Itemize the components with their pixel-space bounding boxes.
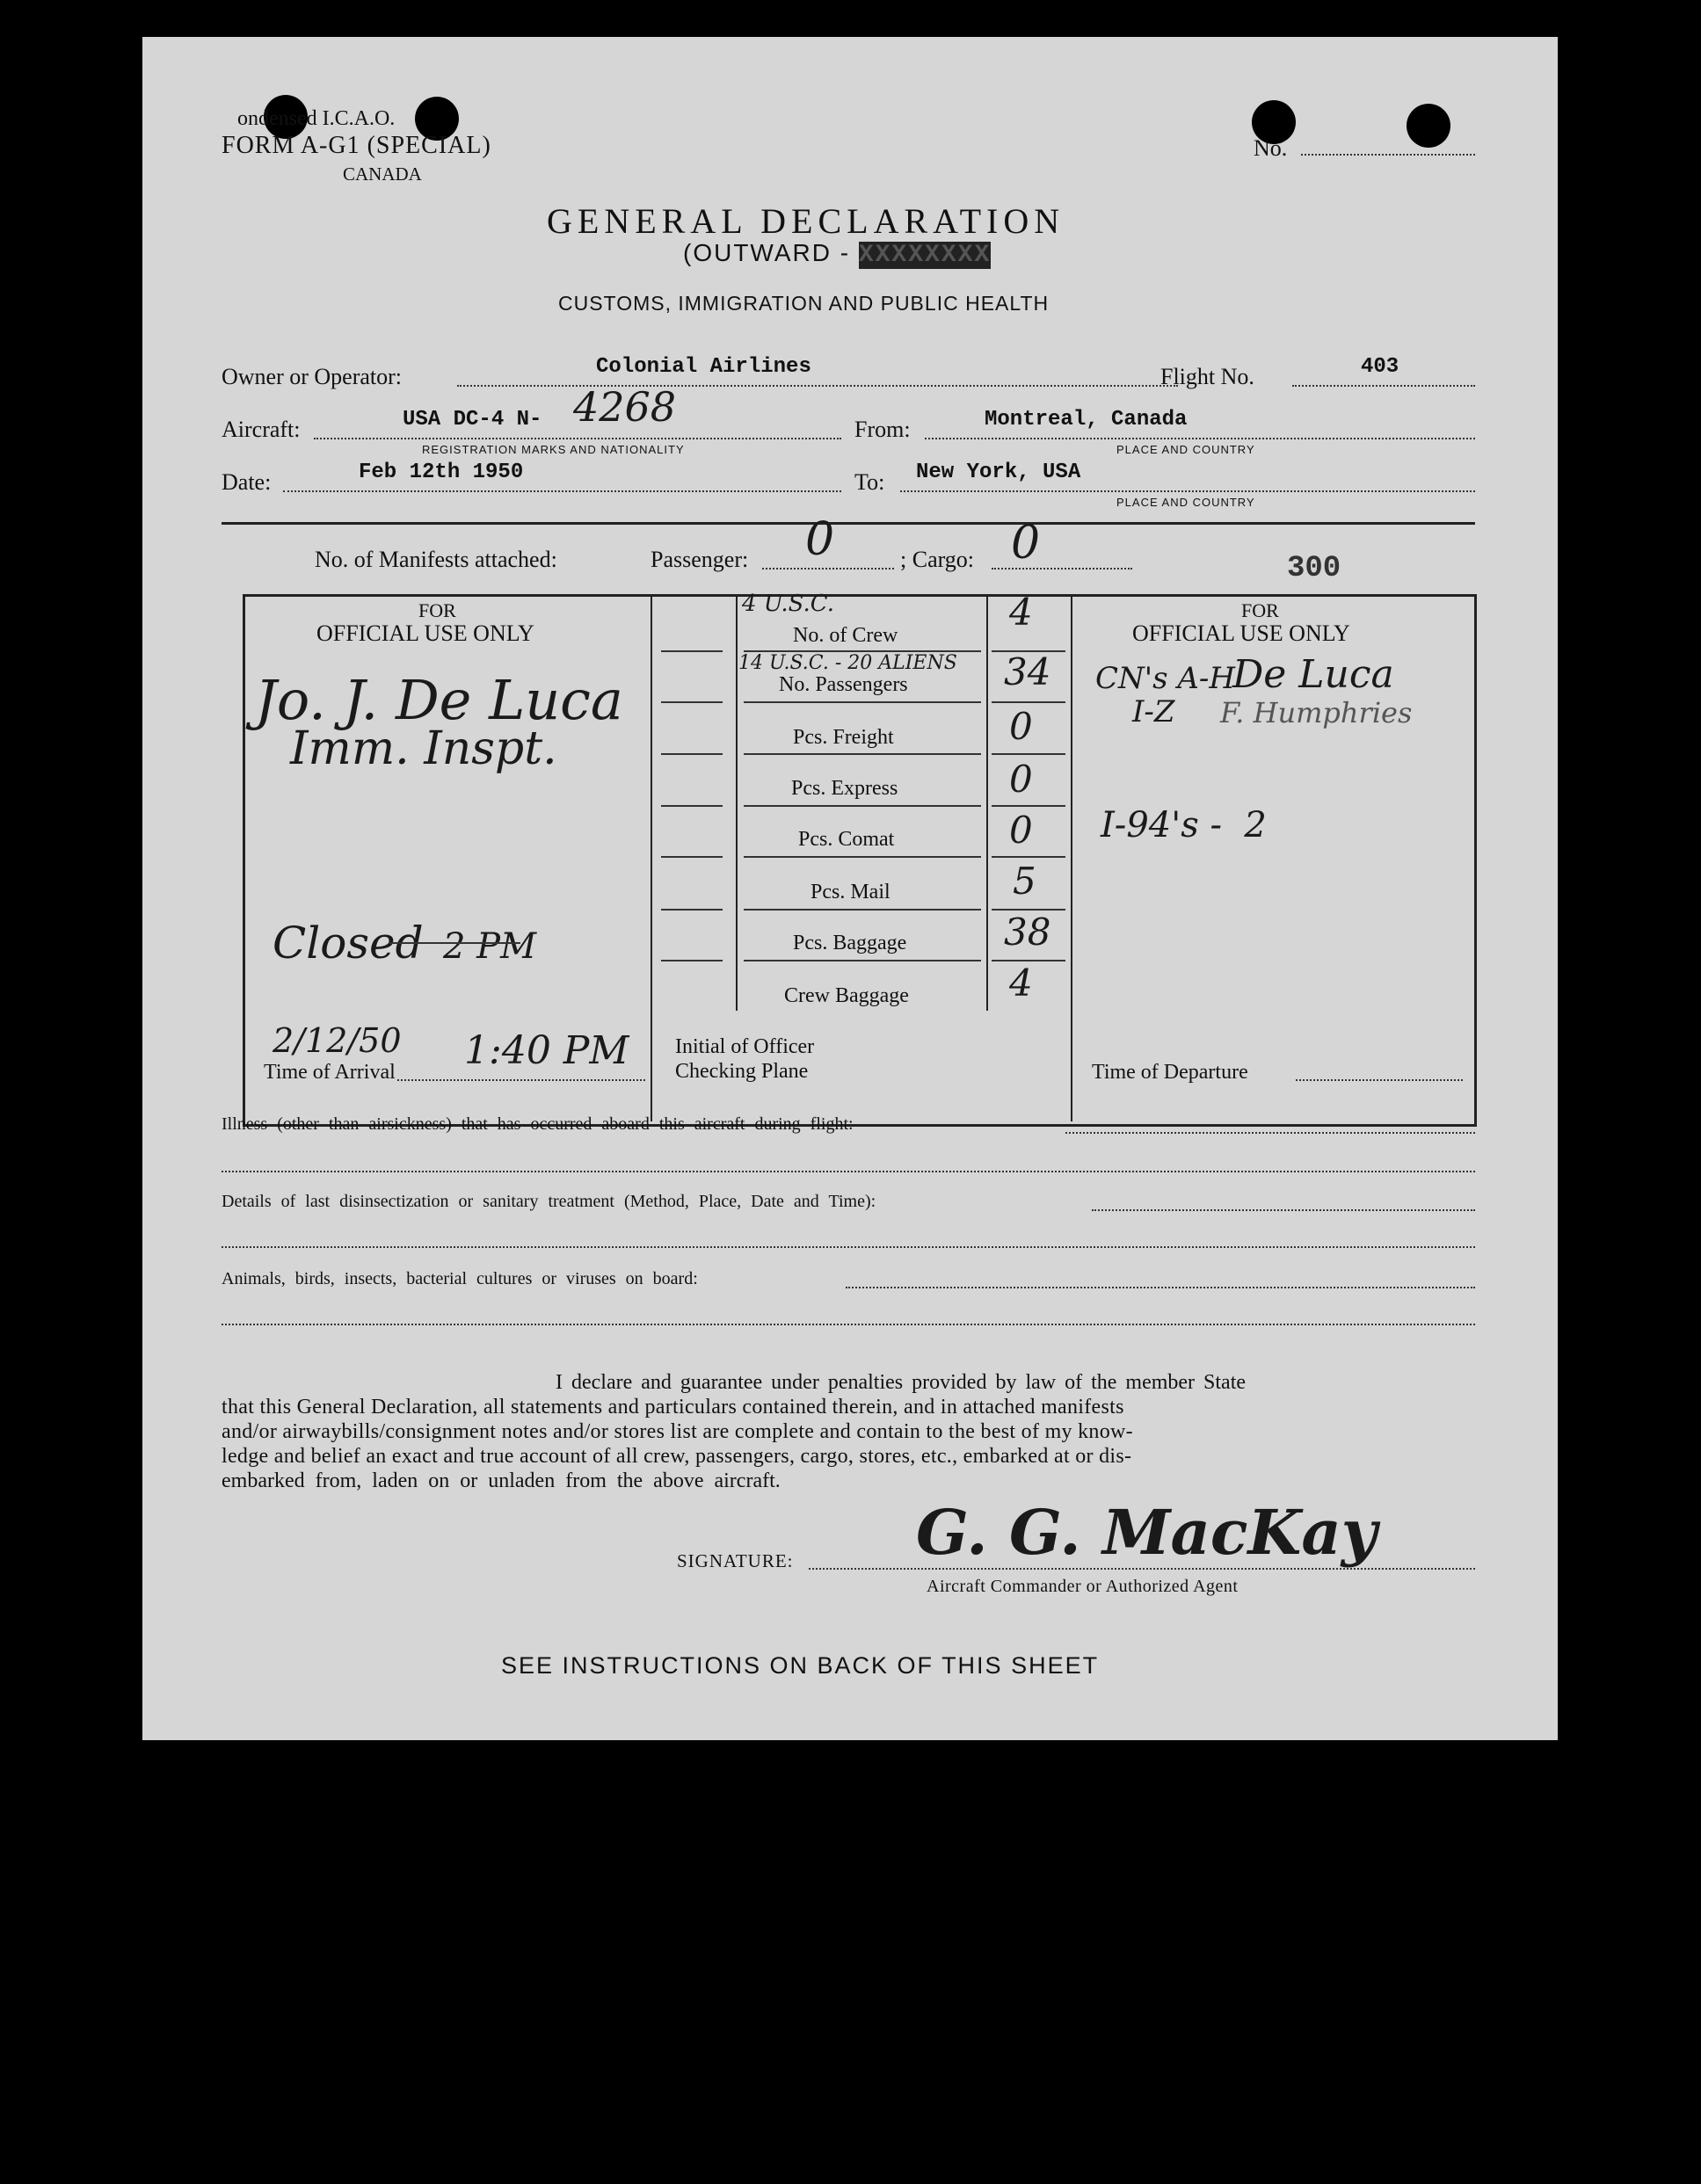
row-label-passengers: No. Passengers	[779, 673, 908, 696]
flight-value: 403	[1361, 355, 1399, 379]
declaration-line4: ledge and belief an exact and true account of all crew, passengers, cargo, stores, etc., embarked at or dis-	[222, 1445, 1132, 1468]
row-value-mail: 5	[1013, 860, 1036, 903]
disinsect-line2	[222, 1246, 1475, 1248]
arrival-value: 1:40 PM	[464, 1028, 629, 1073]
illness-label: Illness (other than airsickness) that has occurred aboard this aircraft during flight:	[222, 1114, 854, 1134]
row-line	[661, 650, 723, 652]
officer-line1: Initial of Officer	[675, 1035, 815, 1058]
subtitle-customs: CUSTOMS, IMMIGRATION AND PUBLIC HEALTH	[558, 292, 1050, 315]
right-signature1: De Luca	[1232, 652, 1394, 697]
signature-label: SIGNATURE:	[677, 1550, 794, 1571]
aircraft-number: 4268	[573, 383, 677, 431]
date-value: Feb 12th 1950	[359, 461, 524, 484]
to-label: To:	[854, 469, 885, 495]
owner-line	[457, 385, 1178, 387]
left-closed-time: 2 PM	[443, 926, 537, 967]
row-label-express: Pcs. Express	[791, 777, 898, 800]
departure-line	[1296, 1079, 1463, 1081]
declaration-line3: and/or airwaybills/consignment notes and/or stores list are complete and contain to the best of my know-	[222, 1420, 1133, 1443]
row-line	[744, 701, 981, 703]
row-value-baggage: 38	[1004, 911, 1051, 954]
right-for: FOR	[1241, 599, 1279, 621]
aircraft-value: USA DC-4 N-	[403, 408, 542, 432]
punch-hole	[1407, 104, 1450, 148]
form-line1: ondensed I.C.A.O.	[237, 107, 396, 130]
flight-line	[1292, 385, 1475, 387]
declaration-line2: that this General Declaration, all statements and particulars contained therein, and in attached manifests	[222, 1396, 1124, 1419]
left-closed: Closed	[273, 918, 424, 969]
manifests-label: No. of Manifests attached:	[315, 547, 557, 572]
flight-label: Flight No.	[1160, 364, 1254, 389]
owner-label: Owner or Operator:	[222, 364, 403, 389]
left-signature2: Imm. Inspt.	[290, 722, 557, 775]
row-label-freight: Pcs. Freight	[793, 726, 894, 749]
departure-label: Time of Departure	[1092, 1061, 1248, 1084]
stamp-number: 300	[1287, 552, 1341, 585]
cargo-value: 0	[1011, 517, 1041, 570]
aircraft-label: Aircraft:	[222, 417, 301, 442]
row-label-baggage: Pcs. Baggage	[793, 932, 907, 954]
row-line	[992, 701, 1065, 703]
row-label-mail: Pcs. Mail	[811, 881, 890, 903]
signature-caption: Aircraft Commander or Authorized Agent	[927, 1577, 1239, 1596]
row-value-crew: 4	[1009, 591, 1033, 634]
to-value: New York, USA	[916, 461, 1081, 484]
row-line	[992, 805, 1065, 807]
animals-line	[846, 1287, 1475, 1288]
right-note1: CN's A-H	[1095, 661, 1236, 696]
signature-value: G. G. MacKay	[916, 1496, 1378, 1569]
arrival-line	[397, 1079, 645, 1081]
row-line	[661, 856, 723, 858]
from-value: Montreal, Canada	[985, 408, 1188, 432]
row-line	[744, 856, 981, 858]
right-signature2: F. Humphries	[1220, 696, 1413, 729]
row-value-crew-baggage: 4	[1009, 961, 1033, 1005]
table-divider	[736, 594, 738, 1011]
row-note-passengers: 14 U.S.C. - 20 ALIENS	[738, 652, 957, 674]
closed-underline	[389, 942, 520, 944]
left-signature1: Jo. J. De Luca	[255, 668, 623, 732]
disinsect-line	[1092, 1209, 1475, 1211]
page-title: GENERAL DECLARATION	[547, 201, 1065, 241]
right-note3: I-94's - 2	[1101, 805, 1267, 845]
arrival-date: 2/12/50	[273, 1021, 402, 1060]
from-line	[925, 438, 1475, 439]
table-divider	[986, 594, 988, 1011]
animals-label: Animals, birds, insects, bacterial cultures or viruses on board:	[222, 1269, 698, 1288]
place-caption2: PLACE AND COUNTRY	[1116, 496, 1255, 509]
no-field-line	[1301, 154, 1475, 156]
row-label-crew-baggage: Crew Baggage	[784, 984, 909, 1007]
row-label-crew: No. of Crew	[793, 624, 898, 647]
row-value-freight: 0	[1009, 705, 1033, 748]
cargo-label: ; Cargo:	[900, 547, 975, 572]
declaration-line1: I declare and guarantee under penalties provided by law of the member State	[556, 1371, 1247, 1394]
divider	[222, 522, 1475, 525]
row-line	[744, 909, 981, 911]
date-line	[283, 490, 841, 492]
owner-value: Colonial Airlines	[596, 355, 811, 379]
footer-instructions: SEE INSTRUCTIONS ON BACK OF THIS SHEET	[501, 1652, 1100, 1679]
right-note2: I-Z	[1132, 694, 1175, 729]
subtitle-outward: (OUTWARD -	[683, 239, 859, 266]
date-label: Date:	[222, 469, 272, 495]
row-label-comat: Pcs. Comat	[798, 828, 895, 851]
arrival-label: Time of Arrival	[264, 1061, 396, 1084]
form-line3: CANADA	[343, 163, 422, 185]
left-for: FOR	[418, 599, 456, 621]
place-caption: PLACE AND COUNTRY	[1116, 443, 1255, 456]
row-line	[661, 753, 723, 755]
illness-line	[1065, 1132, 1475, 1134]
row-value-passengers: 34	[1004, 650, 1051, 693]
row-line	[744, 805, 981, 807]
left-official: OFFICIAL USE ONLY	[316, 620, 534, 646]
officer-line2: Checking Plane	[675, 1060, 809, 1083]
row-line	[744, 960, 981, 961]
disinsect-label: Details of last disinsectization or sanitary treatment (Method, Place, Date and Time):	[222, 1192, 876, 1211]
subtitle-struck: XXXXXXXX	[858, 242, 992, 269]
aircraft-line	[314, 438, 841, 439]
illness-line2	[222, 1171, 1475, 1172]
row-note-crew: 4 U.S.C.	[742, 591, 834, 617]
row-line	[661, 909, 723, 911]
form-line2: FORM A-G1 (SPECIAL)	[222, 132, 491, 159]
table-divider	[651, 594, 652, 1121]
right-official: OFFICIAL USE ONLY	[1132, 620, 1350, 646]
row-line	[992, 856, 1065, 858]
row-line	[661, 960, 723, 961]
animals-line2	[222, 1324, 1475, 1325]
row-value-express: 0	[1009, 758, 1033, 801]
row-line	[661, 805, 723, 807]
declaration-form	[142, 37, 1558, 1740]
declaration-line5: embarked from, laden on or unladen from the above aircraft.	[222, 1469, 781, 1492]
reg-caption: REGISTRATION MARKS AND NATIONALITY	[422, 443, 685, 456]
row-line	[661, 701, 723, 703]
to-line	[900, 490, 1475, 492]
row-line	[992, 753, 1065, 755]
passenger-label: Passenger:	[651, 547, 749, 572]
passenger-line	[762, 568, 894, 570]
from-label: From:	[854, 417, 911, 442]
row-line	[744, 753, 981, 755]
table-divider	[1071, 594, 1072, 1121]
passenger-value: 0	[805, 513, 835, 566]
row-value-comat: 0	[1009, 809, 1033, 852]
no-label: No.	[1254, 135, 1288, 161]
